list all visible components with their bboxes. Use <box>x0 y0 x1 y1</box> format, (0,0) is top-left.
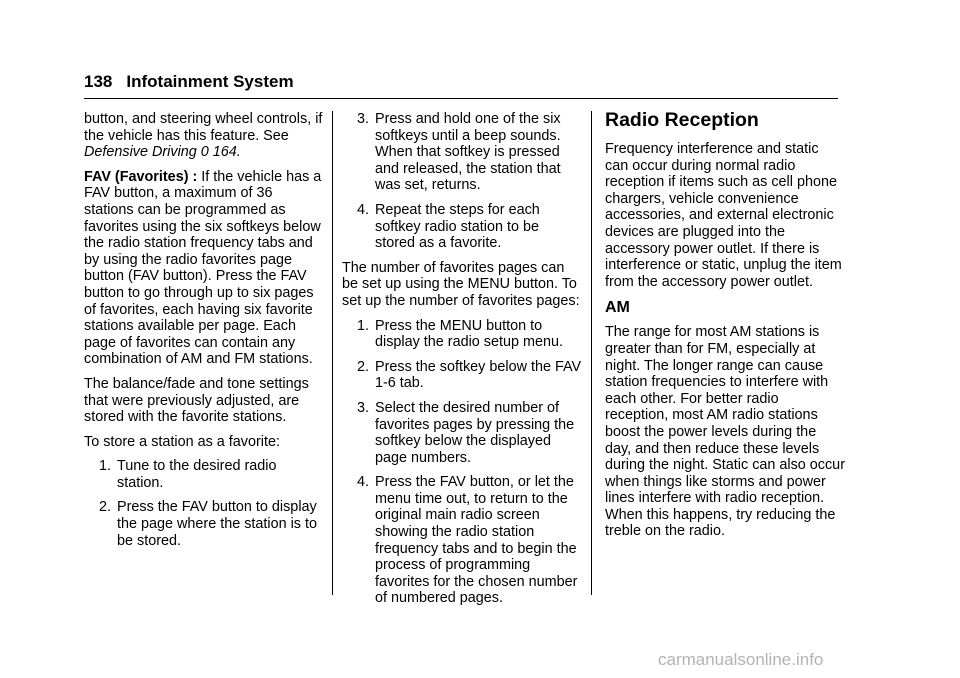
numbered-list <box>342 111 582 252</box>
paragraph: button, and steering wheel controls, if the vehicle has this feature. See Defensive Driving 0 164. <box>84 111 323 161</box>
list-item: 3. Press and hold one of the six softkeys until a beep sounds. When that softkey is pressed and released, the station that was set, returns. <box>357 111 561 194</box>
watermark: carmanualsonline.info <box>658 650 824 669</box>
column-3 <box>605 111 845 548</box>
numbered-list <box>84 458 324 549</box>
section-title: Infotainment System <box>126 72 294 91</box>
list-item: 1. Tune to the desired radio station. <box>99 458 277 491</box>
list-item: 3. Select the desired number of favorites pages by pressing the softkey below the displayed page numbers. <box>357 399 575 466</box>
column-divider-1 <box>332 111 333 595</box>
list-item: 2. Press the softkey below the FAV 1-6 tab. <box>357 358 582 392</box>
paragraph: The range for most AM stations is greater than for FM, especially at night. The longer range can cause station frequencies to interfere with each other. For better radio reception, most AM radio stations boost the power levels during the day, and then reduce these levels during the night. Static can also occur when things like storms and power lines interfere with radio reception. When this happens, try reducing the treble on the radio. <box>605 324 845 540</box>
paragraph: Frequency interference and static can occur during normal radio reception if items such as cell phone chargers, vehicle convenience accessories, and external electronic devices are plugged into the accessory power outlet. If there is interference or static, unplug the item from the accessory power outlet. <box>605 141 842 290</box>
list-item: 4. Repeat the steps for each softkey radio station to be stored as a favorite. <box>357 201 540 252</box>
list-item: 4. Press the FAV button, or let the menu time out, to return to the original main radio screen showing the radio station frequency tabs and to begin the process of programming favorites for the chosen number of numbered pages. <box>357 474 578 607</box>
page-reference: 0 164. <box>196 144 241 161</box>
term-label: FAV (Favorites) : <box>84 168 202 185</box>
list-item: 2. Press the FAV button to display the page where the station is to be stored. <box>99 499 318 549</box>
section-heading: Radio Reception <box>605 109 759 131</box>
paragraph: The balance/fade and tone settings that were previously adjusted, are stored with the favorite stations. <box>84 375 309 426</box>
numbered-list <box>342 318 582 608</box>
page-number: 138 <box>84 72 113 91</box>
paragraph: The number of favorites pages can be set up using the MENU button. To set up the number of favorites pages: <box>342 259 580 309</box>
subsection-heading: AM <box>605 299 630 317</box>
cross-reference-link[interactable]: Defensive Driving <box>84 144 197 161</box>
header-rule <box>84 98 838 99</box>
page-header <box>84 72 294 92</box>
paragraph: To store a station as a favorite: <box>84 433 280 450</box>
list-item: 1. Press the MENU button to display the radio setup menu. <box>357 317 563 351</box>
column-1 <box>84 111 324 557</box>
column-2 <box>342 111 582 615</box>
column-divider-2 <box>591 111 592 595</box>
paragraph: FAV (Favorites) : If the vehicle has a FAV button, a maximum of 36 stations can be programmed as favorites using the six softkeys below the radio station frequency tabs and by using the radio favorites page button (FAV button). Press the FAV button to go through up to six pages of favorites, each having six favorite stations available per page. Each page of favorites can contain any combination of AM and FM stations. <box>84 168 322 368</box>
